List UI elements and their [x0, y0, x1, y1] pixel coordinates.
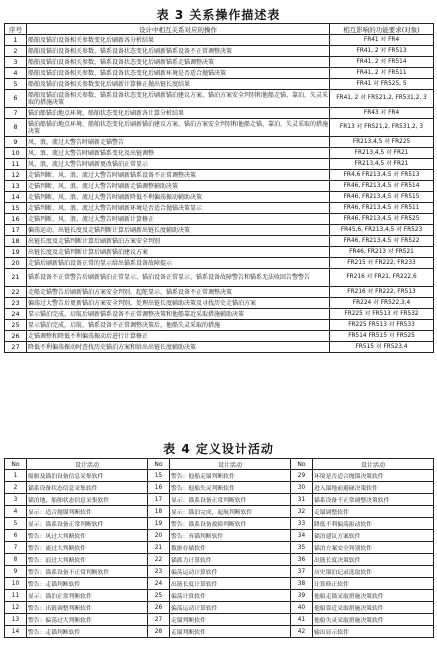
activity-name: 锚抓力计算软件 — [170, 554, 291, 566]
table-row — [5, 298, 434, 309]
activity-name: 船舶及锚泊设备信息采集软件 — [27, 470, 148, 482]
row-number: 21 — [5, 269, 27, 287]
table-row — [5, 258, 434, 269]
row-number: 14 — [5, 192, 27, 203]
activity-name: 显示：锚系设备正常判断软件 — [27, 518, 148, 530]
table-row — [5, 554, 434, 566]
row-number: 15 — [5, 203, 27, 214]
table-row — [5, 614, 434, 626]
requirement-cell: FR41, 2 对 FR514 — [330, 57, 434, 68]
requirement-cell: FR225 对 FR513 对 FR532 — [330, 309, 434, 320]
table-row — [5, 181, 434, 192]
table-row — [5, 35, 434, 46]
requirement-cell: FR215 对 FR222, FR233 — [330, 258, 434, 269]
activity-number: 4 — [5, 506, 27, 518]
requirement-cell: FR224 对 FR522,3,4 — [330, 298, 434, 309]
table-row — [5, 90, 434, 108]
operation-cell: 风、浪、流过大警告时刷新走锚警告 — [27, 137, 330, 148]
table3-body — [5, 35, 434, 353]
activity-number: 24 — [148, 578, 170, 590]
operation-cell: 锚系设备不正常警告后刷新锚泊正常显示、锚泊设备正常显示、锚系设备故障警告和锚系无法收回告警警告 — [27, 269, 330, 287]
table-row — [5, 331, 434, 342]
operation-cell: 走船走锚警告后刷新锚泊方案安全判别，起舵显示、锚系设备不正常调整决策 — [27, 287, 330, 298]
activity-number: 35 — [291, 542, 313, 554]
activity-name: 偏荡计算软件 — [170, 590, 291, 602]
row-number: 26 — [5, 331, 27, 342]
relation-operation-table — [4, 23, 434, 353]
table-row — [5, 159, 434, 170]
table3-header-requirement: 相互影响的功能要求(对象) — [330, 24, 434, 35]
table4-caption: 表 4 定义设计活动 — [163, 442, 274, 456]
requirement-cell: FR46, FR213,4,5 对 FR525 — [330, 214, 434, 225]
table-row — [5, 530, 434, 542]
table-row — [5, 494, 434, 506]
table-row — [5, 203, 434, 214]
activity-number: 36 — [291, 554, 313, 566]
row-number: 7 — [5, 108, 27, 119]
activity-number: 2 — [5, 482, 27, 494]
requirement-cell: FR225 FR513 对 FR533 — [330, 320, 434, 331]
operation-cell: 风、浪、流过大警告时刷新更改锚泊正常显示 — [27, 159, 330, 170]
operation-cell: 锚泊船锚泊地点环境、船舶状态变化后刷新各计算分析结果 — [27, 108, 330, 119]
activity-name: 警告：他船走锚判断软件 — [170, 470, 291, 482]
requirement-cell: FR46, FR213,4,5 对 FR514 — [330, 181, 434, 192]
activity-number: 29 — [291, 470, 313, 482]
requirement-cell: FR46, FR213 对 FR521 — [330, 247, 434, 258]
operation-cell: 偏荡过大警告后更新锚泊方案安全判别，处理出链长度辅助决策及寻找历史走锚泊方案 — [27, 298, 330, 309]
row-number: 2 — [5, 46, 27, 57]
activity-number: 40 — [291, 602, 313, 614]
table-row — [5, 287, 434, 298]
requirement-cell: FR213,4,5 对 FR21 — [330, 148, 434, 159]
activity-number: 8 — [5, 554, 27, 566]
activity-number: 42 — [291, 626, 313, 638]
table3-header-operation: 设计中相互关系对应的操作 — [27, 24, 330, 35]
activity-name: 警告：流过大判断软件 — [27, 542, 148, 554]
table4-header-no-1: No — [5, 459, 27, 470]
activity-name: 显示：锚系设备正常判断软件 — [170, 494, 291, 506]
requirement-cell: FR46, FR213,4,5 对 FR511 — [330, 203, 434, 214]
operation-cell: 走锚后刷新锚泊设备正常的显示给出锚系设备故障提示 — [27, 258, 330, 269]
operation-cell: 出链长度及走锚判断计算后刷新锚泊方案安全判别 — [27, 236, 330, 247]
table-row — [5, 68, 434, 79]
activity-name: 数据存储软件 — [170, 542, 291, 554]
table-row — [5, 192, 434, 203]
activity-name: 警告：走锚判断软件 — [27, 626, 148, 638]
activity-name: 显示：适合抛锚判断软件 — [27, 506, 148, 518]
row-number: 25 — [5, 320, 27, 331]
table-row — [5, 247, 434, 258]
design-activity-table — [4, 458, 434, 638]
requirement-cell: FR4,6 FR213,4,5 对 FR513 — [330, 170, 434, 181]
row-number: 16 — [5, 214, 27, 225]
activity-name: 警告：走锚判断软件 — [27, 578, 148, 590]
operation-cell: 走锚判断、风、浪、流过大警告时刷新走锚调整辅助决策 — [27, 181, 330, 192]
activity-name: 显示：锚泊完成，起航判断软件 — [170, 506, 291, 518]
activity-number: 14 — [5, 626, 27, 638]
activity-name: 出链长度计算软件 — [170, 578, 291, 590]
table-row — [5, 309, 434, 320]
activity-number: 34 — [291, 530, 313, 542]
activity-name: 警告：锚系设备故障判断软件 — [170, 518, 291, 530]
table-row — [5, 626, 434, 638]
activity-number: 20 — [148, 530, 170, 542]
table-row — [5, 108, 434, 119]
row-number: 24 — [5, 309, 27, 320]
activity-number: 1 — [5, 470, 27, 482]
operation-cell: 船舶及锚泊设备相关参数、锚系设备状态变化后刷新锚系设备不正常调整决策 — [27, 46, 330, 57]
activity-name: 他船失灵采取措施决策软件 — [313, 614, 434, 626]
table-row — [5, 269, 434, 287]
activity-number: 11 — [5, 590, 27, 602]
operation-cell: 走锚判断、风、浪、流过大警告时刷新降低不利偏荡振动辅助决策 — [27, 192, 330, 203]
table-row — [5, 57, 434, 68]
table-row — [5, 566, 434, 578]
activity-number: 28 — [148, 626, 170, 638]
activity-number: 12 — [5, 602, 27, 614]
table4-header-activity-1: 设计活动 — [27, 459, 148, 470]
activity-name: 锚系设备状态信息采集软件 — [27, 482, 148, 494]
activity-number: 21 — [148, 542, 170, 554]
row-number: 3 — [5, 57, 27, 68]
table4-header-activity-2: 设计活动 — [170, 459, 291, 470]
activity-name: 环境是否适合抛锚决策软件 — [313, 470, 434, 482]
activity-number: 13 — [5, 614, 27, 626]
activity-name: 输出显示软件 — [313, 626, 434, 638]
activity-number: 5 — [5, 518, 27, 530]
requirement-cell: FR216 对 FR21, FR222,6 — [330, 269, 434, 287]
activity-name: 警告：出链调整判断软件 — [27, 602, 148, 614]
activity-number: 39 — [291, 590, 313, 602]
activity-number: 32 — [291, 506, 313, 518]
requirement-cell: FR41, 2 对 FR521,2, FR531,2, 3 — [330, 90, 434, 108]
requirement-cell: FR515 对 FR523,4 — [330, 342, 434, 353]
activity-number: 27 — [148, 614, 170, 626]
operation-cell: 船舶及锚泊设备相关参数、锚系设备状态变化后刷新锚系走锚调整决策 — [27, 57, 330, 68]
activity-number: 18 — [148, 506, 170, 518]
row-number: 20 — [5, 258, 27, 269]
activity-name: 锚泊方案安全判别软件 — [313, 542, 434, 554]
activity-name: 锚泊地、船舶状态信息采集软件 — [27, 494, 148, 506]
activity-name: 计算修正软件 — [313, 578, 434, 590]
table-row — [5, 482, 434, 494]
operation-cell: 风、浪、流过大警告时刷新锚系变化及出链调整 — [27, 148, 330, 159]
activity-name: 降低不利偏荡振动软件 — [313, 518, 434, 530]
row-number: 18 — [5, 236, 27, 247]
activity-name: 走锚判断软件 — [170, 614, 291, 626]
activity-number: 41 — [291, 614, 313, 626]
operation-cell: 船舶及锚泊设备相关参数、锚系设备状态变化后刷新环境是否适合抛锚决策 — [27, 68, 330, 79]
activity-name: 偏荡运动计算软件 — [170, 602, 291, 614]
row-number: 13 — [5, 181, 27, 192]
table-row — [5, 506, 434, 518]
requirement-cell: FR45,6, FR213,4,5 对 FR523 — [330, 225, 434, 236]
table4-header-no-2: No — [148, 459, 170, 470]
row-number: 8 — [5, 119, 27, 137]
activity-name: 警告：偏荡过大判断软件 — [27, 614, 148, 626]
table4-header-activity-3: 设计活动 — [313, 459, 434, 470]
row-number: 19 — [5, 247, 27, 258]
table-row — [5, 236, 434, 247]
requirement-cell: FR41 对 FR525, 5 — [330, 79, 434, 90]
row-number: 17 — [5, 225, 27, 236]
activity-number: 23 — [148, 566, 170, 578]
activity-number: 15 — [148, 470, 170, 482]
table3-caption: 表 3 关系操作描述表 — [156, 8, 281, 22]
operation-cell: 显示锚泊完成，启航后刷新锚系设备不正常调整决策和他船靠近采取措施辅助决策 — [27, 309, 330, 320]
table4-header-no-3: No — [291, 459, 313, 470]
requirement-cell: FR46, FR213,4,5 对 FR522 — [330, 236, 434, 247]
activity-number: 30 — [291, 482, 313, 494]
requirement-cell: FR13 对 FR521,2, FR531,2, 3 — [330, 119, 434, 137]
activity-number: 7 — [5, 542, 27, 554]
operation-cell: 偏荡运动、出链长度及走锚判断计算后刷新出链长度辅助决策 — [27, 225, 330, 236]
activity-number: 10 — [5, 578, 27, 590]
table-row — [5, 518, 434, 530]
row-number: 11 — [5, 159, 27, 170]
activity-number: 33 — [291, 518, 313, 530]
activity-number: 25 — [148, 590, 170, 602]
activity-number: 26 — [148, 602, 170, 614]
activity-name: 锚泊建议方案软件 — [313, 530, 434, 542]
operation-cell: 锚泊船锚泊地点环境、船舶状态变化后刷新锚泊建议方案、锚泊方案安全判别和他船走锚、靠泊、失灵采取的措施决策 — [28, 120, 329, 135]
activity-name: 警告：锚系设备不正常判断软件 — [27, 566, 148, 578]
table-row — [5, 578, 434, 590]
activity-name: 他船走锚采取措施决策软件 — [313, 590, 434, 602]
activity-number: 17 — [148, 494, 170, 506]
activity-name: 警告：弃锚判断软件 — [170, 530, 291, 542]
operation-cell: 降低不利偏荡振动时查找历史锚泊方案和给出出链长度辅助决策 — [27, 342, 330, 353]
activity-number: 31 — [291, 494, 313, 506]
activity-number: 22 — [148, 554, 170, 566]
row-number: 9 — [5, 137, 27, 148]
table-row — [5, 470, 434, 482]
activity-name: 警告：他船失灵判断软件 — [170, 482, 291, 494]
operation-cell: 走锚判断、风、浪、流过大警告时刷新锚系设备不正常调整决策 — [27, 170, 330, 181]
table-row — [5, 137, 434, 148]
table-row — [5, 542, 434, 554]
table4-body — [5, 470, 434, 638]
row-number: 12 — [5, 170, 27, 181]
requirement-cell: FR41, 2 对 FR513 — [330, 46, 434, 57]
activity-number: 3 — [5, 494, 27, 506]
activity-name: 他船靠近采取措施决策软件 — [313, 602, 434, 614]
requirement-cell: FR514 FR515 对 FR525 — [330, 331, 434, 342]
operation-cell: 出链长度及走锚判断计算后刷新锚泊建议方案 — [27, 247, 330, 258]
row-number: 6 — [5, 90, 27, 108]
table-row — [5, 225, 434, 236]
operation-cell: 走锚判断、风、浪、流过大警告时刷新环境是否适合抛锚决策显示 — [27, 203, 330, 214]
operation-cell: 显示锚泊完成，启航、锚系设备不正常调整决策后，他船失灵采取的措施 — [27, 320, 330, 331]
table-row — [5, 148, 434, 159]
row-number: 1 — [5, 35, 27, 46]
requirement-cell: FR213,4,5 对 FR225 — [330, 137, 434, 148]
activity-number: 6 — [5, 530, 27, 542]
row-number: 5 — [5, 79, 27, 90]
activity-number: 37 — [291, 566, 313, 578]
activity-name: 走锚判断软件 — [170, 626, 291, 638]
activity-number: 9 — [5, 566, 27, 578]
row-number: 4 — [5, 68, 27, 79]
table-row — [5, 602, 434, 614]
activity-name: 进入锚地前避碰决策软件 — [313, 482, 434, 494]
activity-name: 历史锚泊记录选取软件 — [313, 566, 434, 578]
requirement-cell: FR46, FR213,4,5 对 FR515 — [330, 192, 434, 203]
activity-name: 警告：浪过大判断软件 — [27, 554, 148, 566]
requirement-cell: FR216 对 FR222, FR513 — [330, 287, 434, 298]
table-row — [5, 46, 434, 57]
row-number: 22 — [5, 287, 27, 298]
table3-header-no: 序号 — [5, 24, 27, 35]
requirement-cell: FR41, 2 对 FR511 — [330, 68, 434, 79]
table-row — [5, 214, 434, 225]
operation-cell: 走锚判断、风、浪、流过大警告时刷新计算修正 — [27, 214, 330, 225]
row-number: 27 — [5, 342, 27, 353]
operation-cell: 船舶及锚泊设备相关参数变化后刷新计算修正抛出链长度结果 — [27, 79, 330, 90]
activity-number: 16 — [148, 482, 170, 494]
operation-cell: 走锚调整和降低不利偏荡振动后进行计算修正 — [27, 331, 330, 342]
activity-number: 38 — [291, 578, 313, 590]
operation-cell: 船舶及锚泊设备相关参数变化后刷新各分析结果 — [27, 35, 330, 46]
table-row — [5, 590, 434, 602]
row-number: 23 — [5, 298, 27, 309]
requirement-cell: FR43 对 FR4 — [330, 108, 434, 119]
activity-number: 19 — [148, 518, 170, 530]
table-row — [5, 320, 434, 331]
activity-name: 显示：锚泊正常判断软件 — [27, 590, 148, 602]
requirement-cell: FR213,4,5 对 FR21 — [330, 159, 434, 170]
table-row — [5, 79, 434, 90]
activity-name: 出链长度决策软件 — [313, 554, 434, 566]
activity-name: 偏荡运动计算软件 — [170, 566, 291, 578]
activity-name: 警告：风过大判断软件 — [27, 530, 148, 542]
table-row — [5, 170, 434, 181]
row-number: 10 — [5, 148, 27, 159]
table-row — [5, 342, 434, 353]
requirement-cell: FR41 对 FR4 — [330, 35, 434, 46]
activity-name: 锚系设备不正常调整决策软件 — [313, 494, 434, 506]
operation-cell: 船舶及锚泊设备相关参数、锚系设备状态变化后刷新锚泊建议方案、锚泊方案安全判别和他船走锚、靠泊、失灵采取的措施决策 — [28, 91, 329, 106]
activity-name: 走锚调整软件 — [313, 506, 434, 518]
table-row — [5, 119, 434, 137]
